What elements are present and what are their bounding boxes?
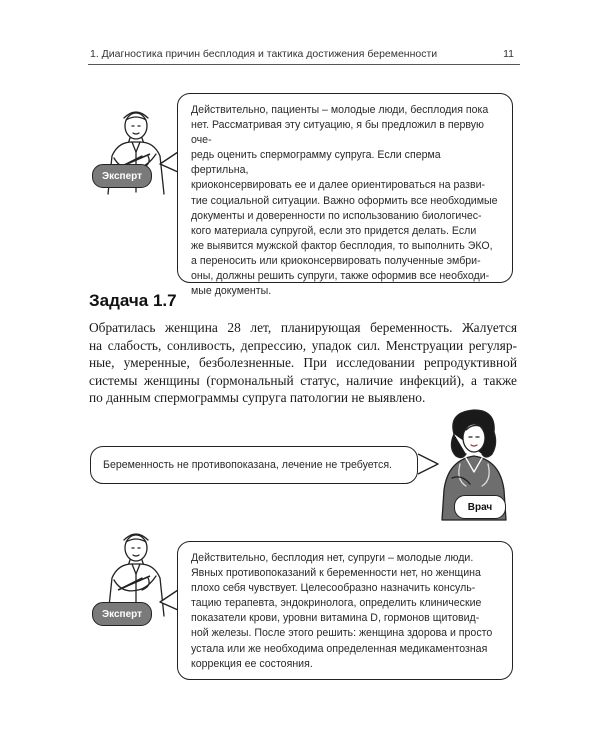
task-text-line: ные, умеренные, безболезненные. При исследовании репродуктивной — [89, 355, 517, 371]
expert-text-line: документы и доверенности по использованию биологичес- — [191, 209, 482, 222]
expert-text-line: тие социальной ситуации. Важно оформить все необходимые — [191, 194, 498, 207]
doctor-label: Врач — [467, 501, 493, 513]
doctor-speech-bubble — [90, 446, 418, 484]
expert-text-line: тацию терапевта, эндокринолога, определить клинические — [191, 597, 482, 610]
task-text-line: по данным спермограммы супруга патологии не выявлено. — [89, 390, 426, 406]
expert-badge-top — [92, 164, 152, 188]
expert-text-line: Действительно, бесплодия нет, супруги – молодые люди. — [191, 552, 474, 564]
expert-text-line: коррекция ее состояния. — [191, 657, 313, 670]
task-description — [89, 319, 517, 407]
expert-text-line: Явных противопоказаний к беременности нет, но женщина — [191, 567, 481, 580]
expert-badge-bottom — [92, 602, 152, 626]
expert-text-line: нет. Рассматривая эту ситуацию, я бы предложил в первую оче- — [191, 119, 484, 147]
running-header — [88, 46, 520, 65]
doctor-badge — [454, 495, 506, 519]
expert-speech-bubble-bottom — [177, 541, 513, 680]
doctor-text: Беременность не противопоказана, лечение не требуется. — [103, 459, 392, 471]
expert-text-line: же выявится мужской фактор бесплодия, то выполнить ЭКО, — [191, 239, 493, 252]
expert-text-line: кого материала супругой, если это придется делать. Если — [191, 224, 477, 237]
chapter-title: 1. Диагностика причин бесплодия и тактика достижения беременности — [90, 48, 438, 60]
expert-text-line: показатели крови, уровни витамина D, гормонов щитовид- — [191, 612, 480, 625]
expert-text-line: оны, должны решить супруги, также оформив все необходи- — [191, 270, 490, 283]
expert-speech-bubble-top — [177, 93, 513, 298]
task-text-line: на слабость, сонливость, депрессию, упадок сил. Менструации регуляр- — [89, 337, 517, 353]
expert-text-line: а переносить или криоконсервировать полученные эмбри- — [191, 254, 481, 267]
expert-text-line: ной железы. После этого решить: женщина здорова и просто — [191, 627, 493, 640]
expert-text-line: редь оценить спермограмму супруга. Если сперма фертильна, — [191, 149, 441, 177]
expert-text-line: плохо себя чувствует. Целесообразно назначить консуль- — [191, 582, 476, 595]
expert-text-line: устала или же необходима определенная медикаментозная — [191, 642, 488, 655]
expert-label-bottom: Эксперт — [101, 608, 143, 620]
expert-text-line: мые документы. — [191, 285, 272, 298]
task-text-line: системы женщины (гормональный статус, наличие инфекций), а также — [89, 372, 517, 388]
page-number: 11 — [503, 48, 514, 60]
expert-text-line: криоконсервировать ее и далее ориентироваться на разви- — [191, 179, 486, 192]
task-text-line: Обратилась женщина 28 лет, планирующая беременность. Жалуется — [89, 320, 517, 335]
expert-text-line: Действительно, пациенты – молодые люди, бесплодия пока — [191, 104, 489, 116]
expert-label-top: Эксперт — [101, 170, 143, 182]
task-title: Задача 1.7 — [89, 291, 177, 310]
